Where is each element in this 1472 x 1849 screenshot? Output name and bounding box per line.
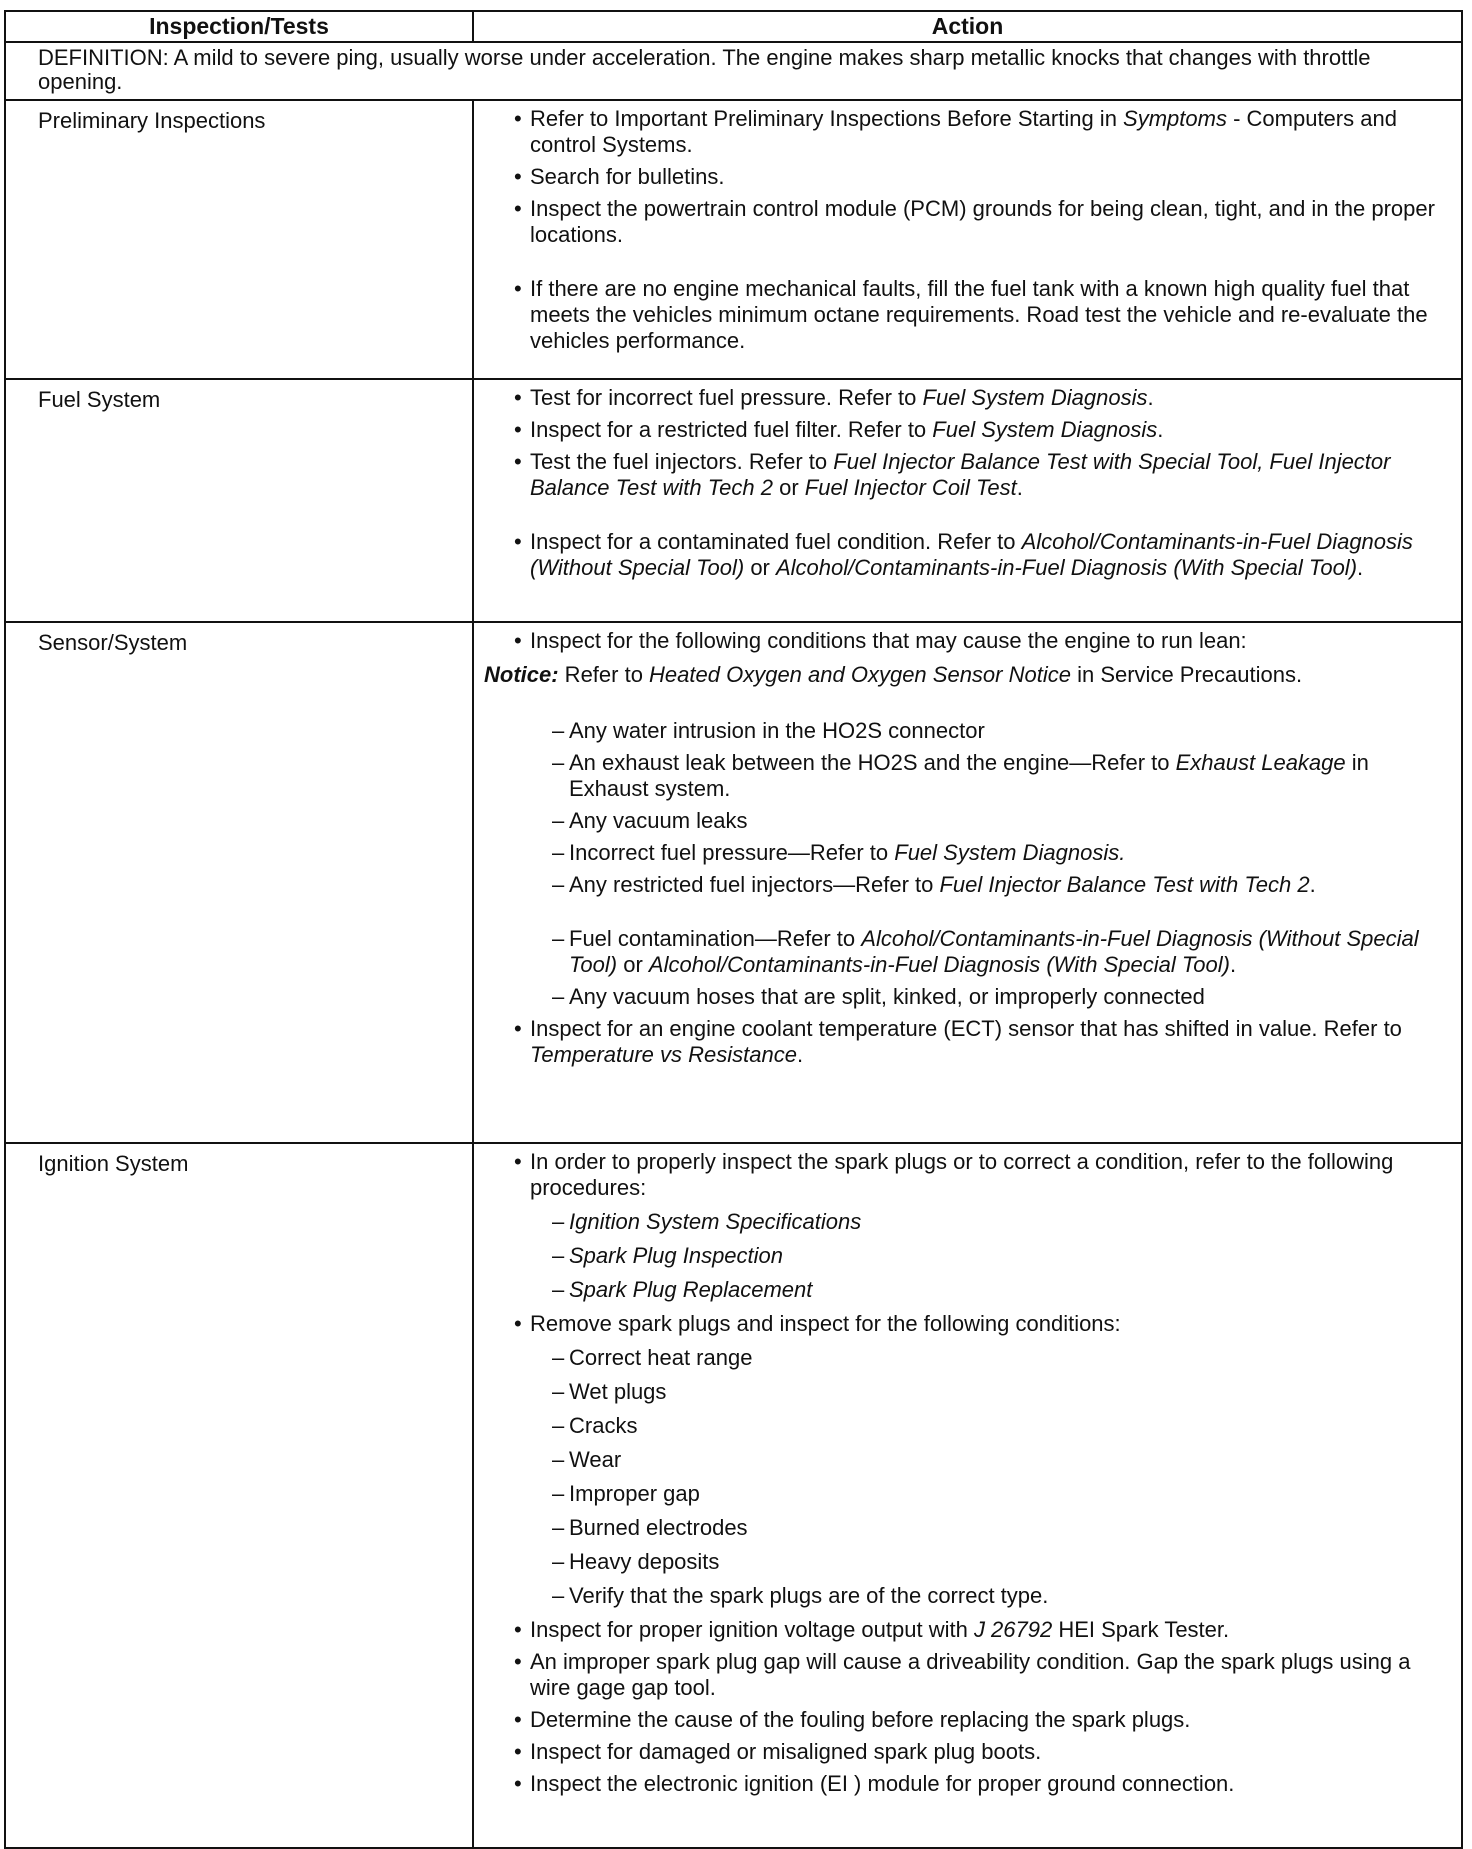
- reference-link: Fuel System Diagnosis.: [894, 840, 1126, 865]
- bullet-text: Inspect for an engine coolant temperature (ECT) sensor that has shifted in value. Refer to: [530, 1016, 1402, 1041]
- procedure-item: [484, 1277, 1449, 1303]
- reference-link: Fuel Injector Balance Test with Tech 2: [939, 872, 1310, 897]
- bullet-text: Inspect for proper ignition voltage output with: [530, 1617, 974, 1642]
- procedure-item: [484, 1209, 1449, 1235]
- reference-link: Heated Oxygen and Oxygen Sensor Notice: [649, 662, 1071, 687]
- header-action: Action: [473, 11, 1462, 42]
- category-fuel-system: Fuel System: [5, 379, 473, 622]
- bullet-text: or: [744, 555, 776, 580]
- table-row-preliminary: [5, 100, 1462, 379]
- reference-link: Alcohol/Contaminants-in-Fuel Diagnosis (Without Special Tool): [569, 926, 1419, 977]
- bullet-item: • In order to properly inspect the spark plugs or to correct a condition, refer to the following procedures:: [484, 1149, 1449, 1201]
- condition-item: – Cracks: [484, 1413, 1449, 1439]
- notice-label: Notice:: [484, 662, 559, 687]
- reference-link: Alcohol/Contaminants-in-Fuel Diagnosis (Without Special Tool): [530, 529, 1413, 580]
- reference-link: Fuel System Diagnosis: [922, 385, 1148, 410]
- definition-text: DEFINITION: A mild to severe ping, usually worse under acceleration. The engine makes sharp metallic knocks that changes with throttle opening.: [5, 42, 1462, 100]
- condition-item: – Wet plugs: [484, 1379, 1449, 1405]
- bullet-item: [484, 417, 1449, 443]
- bullet-item: [484, 1016, 1449, 1068]
- reference-link: J 26792: [973, 1617, 1053, 1642]
- diagnostic-document: [4, 10, 1461, 1849]
- dash-item: [484, 750, 1449, 802]
- bullet-item: • An improper spark plug gap will cause a driveability condition. Gap the spark plugs using a wire gage gap tool.: [484, 1649, 1449, 1701]
- notice-line: [484, 662, 1449, 688]
- dash-text: .: [1309, 872, 1316, 897]
- bullet-text: .: [1016, 475, 1023, 500]
- bullet-item: [484, 529, 1449, 581]
- diagnostic-table: [4, 10, 1463, 1849]
- category-sensor-system: Sensor/System: [5, 622, 473, 1143]
- condition-item: – Heavy deposits: [484, 1549, 1449, 1575]
- bullet-text: Refer to Important Preliminary Inspections Before Starting in: [530, 106, 1124, 131]
- bullet-item: • Inspect for damaged or misaligned spark plug boots.: [484, 1739, 1449, 1765]
- dash-text: Fuel contamination—Refer to: [569, 926, 862, 951]
- dash-text: in Exhaust system.: [569, 750, 1369, 801]
- bullet-text: Test for incorrect fuel pressure. Refer to: [530, 385, 923, 410]
- category-preliminary-inspections: Preliminary Inspections: [5, 100, 473, 379]
- reference-link: Temperature vs Resistance: [530, 1042, 797, 1067]
- bullet-text: .: [1147, 385, 1154, 410]
- table-row-sensor-system: [5, 622, 1462, 1143]
- condition-item: – Verify that the spark plugs are of the correct type.: [484, 1583, 1449, 1609]
- bullet-item: • If there are no engine mechanical faults, fill the fuel tank with a known high quality fuel that meets the vehicles minimum octane requirements. Road test the vehicle and re-evaluate the vehicles performance.: [484, 276, 1449, 354]
- bullet-item: • Inspect the electronic ignition (EI ) module for proper ground connection.: [484, 1771, 1449, 1797]
- bullet-item: • Inspect for the following conditions that may cause the engine to run lean:: [484, 628, 1449, 654]
- actions-ignition-system: [473, 1143, 1462, 1848]
- bullet-text: .: [796, 1042, 804, 1067]
- reference-link: Alcohol/Contaminants-in-Fuel Diagnosis (With Special Tool): [648, 952, 1230, 977]
- bullet-item: • Determine the cause of the fouling before replacing the spark plugs.: [484, 1707, 1449, 1733]
- bullet-item: [484, 385, 1449, 411]
- reference-link: Symptoms: [1123, 106, 1227, 131]
- dash-item: – Any vacuum hoses that are split, kinked, or improperly connected: [484, 984, 1449, 1010]
- condition-item: – Improper gap: [484, 1481, 1449, 1507]
- condition-item: – Burned electrodes: [484, 1515, 1449, 1541]
- dash-item: [484, 840, 1449, 866]
- bullet-text: .: [1357, 555, 1364, 580]
- condition-item: – Wear: [484, 1447, 1449, 1473]
- bullet-item: [484, 106, 1449, 158]
- notice-text: Refer to: [558, 662, 650, 687]
- actions-fuel-system: [473, 379, 1462, 622]
- bullet-text: Test the fuel injectors. Refer to: [530, 449, 834, 474]
- table-row-ignition-system: [5, 1143, 1462, 1848]
- dash-item: [484, 872, 1449, 898]
- reference-link: Alcohol/Contaminants-in-Fuel Diagnosis (With Special Tool): [776, 555, 1358, 580]
- dash-item: – Any vacuum leaks: [484, 808, 1449, 834]
- dash-item: – Any water intrusion in the HO2S connector: [484, 718, 1449, 744]
- header-row: [5, 11, 1462, 42]
- reference-link: Spark Plug Replacement: [569, 1277, 813, 1302]
- category-ignition-system: Ignition System: [5, 1143, 473, 1848]
- table-row-fuel-system: [5, 379, 1462, 622]
- condition-item: – Correct heat range: [484, 1345, 1449, 1371]
- reference-link: Spark Plug Inspection: [569, 1243, 784, 1268]
- bullet-text: HEI Spark Tester.: [1052, 1617, 1230, 1642]
- header-inspection-tests: Inspection/Tests: [5, 11, 473, 42]
- bullet-text: .: [1157, 417, 1164, 442]
- dash-text: .: [1229, 952, 1237, 977]
- dash-text: or: [617, 952, 649, 977]
- dash-text: An exhaust leak between the HO2S and the engine—Refer to: [569, 750, 1176, 775]
- notice-text: in Service Precautions.: [1070, 662, 1303, 687]
- bullet-item: [484, 1617, 1449, 1643]
- bullet-text: Inspect for a restricted fuel filter. Refer to: [530, 417, 933, 442]
- bullet-item: [484, 449, 1449, 501]
- bullet-item: • Search for bulletins.: [484, 164, 1449, 190]
- bullet-text: Inspect for a contaminated fuel condition. Refer to: [530, 529, 1022, 554]
- dash-text: Any restricted fuel injectors—Refer to: [569, 872, 940, 897]
- reference-link: Ignition System Specifications: [569, 1209, 862, 1234]
- bullet-item: • Inspect the powertrain control module (PCM) grounds for being clean, tight, and in the proper locations.: [484, 196, 1449, 248]
- reference-link: Fuel Injector Coil Test: [804, 475, 1017, 500]
- dash-item: [484, 926, 1449, 978]
- definition-row: [5, 42, 1462, 100]
- dash-text: Incorrect fuel pressure—Refer to: [569, 840, 895, 865]
- actions-preliminary: [473, 100, 1462, 379]
- actions-sensor-system: [473, 622, 1462, 1143]
- reference-link: Fuel Injector Balance Test with Special Tool, Fuel Injector Balance Test with Tech 2: [530, 449, 1391, 500]
- bullet-item: • Remove spark plugs and inspect for the following conditions:: [484, 1311, 1449, 1337]
- procedure-item: [484, 1243, 1449, 1269]
- bullet-text: or: [772, 475, 805, 500]
- bullet-text: - Computers and control Systems.: [530, 106, 1397, 157]
- reference-link: Fuel System Diagnosis: [932, 417, 1158, 442]
- reference-link: Exhaust Leakage: [1175, 750, 1346, 775]
